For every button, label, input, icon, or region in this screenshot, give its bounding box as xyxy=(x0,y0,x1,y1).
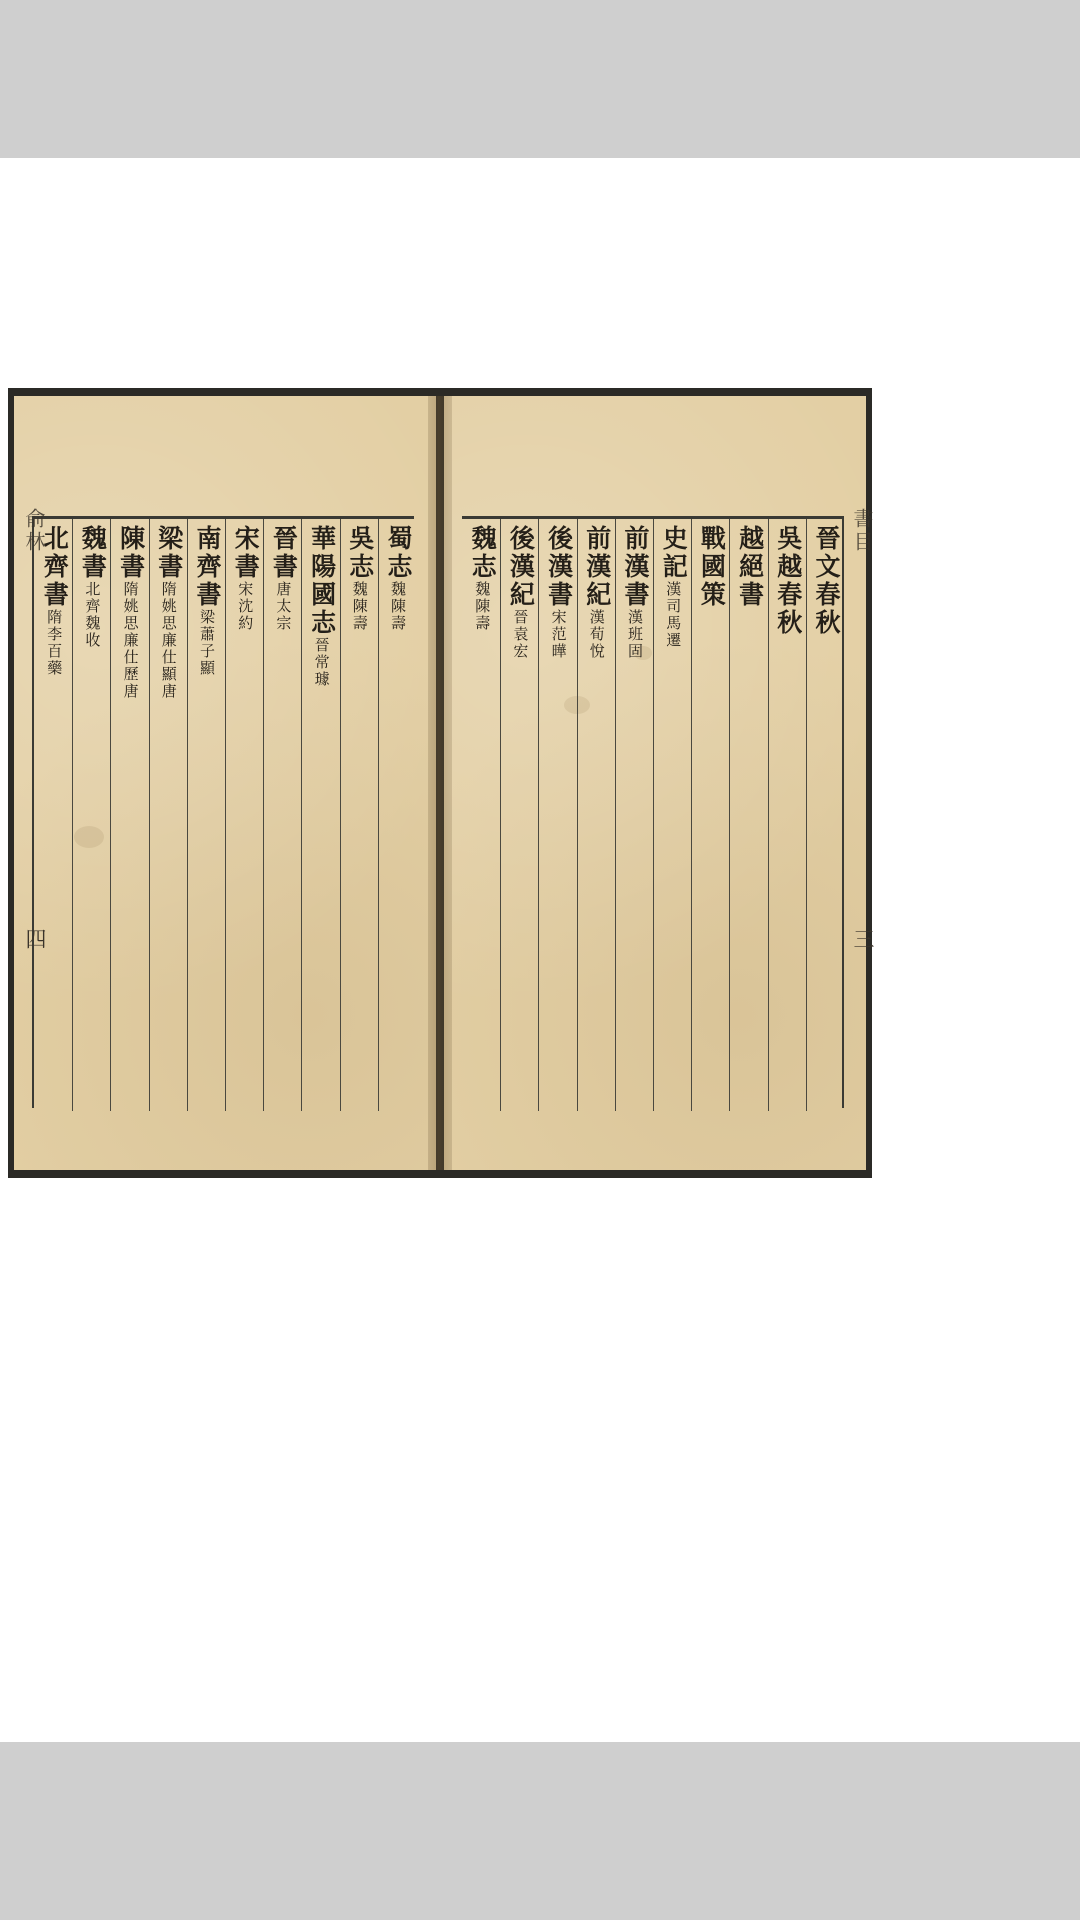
entry-column xyxy=(340,519,378,1111)
marginal-note-left: 俞林 xyxy=(22,508,46,554)
entry-column xyxy=(653,519,691,1111)
book-gutter xyxy=(428,396,452,1170)
entry-title: 前漢紀 xyxy=(582,525,612,609)
entry-author: 北齊魏收 xyxy=(83,581,102,649)
entry-title: 晉文春秋 xyxy=(811,525,841,637)
entry-column xyxy=(500,519,538,1111)
entry-author: 漢司馬遷 xyxy=(664,581,683,649)
entry-author: 魏陳壽 xyxy=(388,581,407,632)
entry-column xyxy=(149,519,187,1111)
entry-title: 後漢書 xyxy=(544,525,574,609)
entry-column xyxy=(462,519,500,1111)
entry-column xyxy=(615,519,653,1111)
entry-author: 魏陳壽 xyxy=(350,581,369,632)
entry-title: 魏書 xyxy=(78,525,108,581)
entry-column xyxy=(187,519,225,1111)
entry-title: 吳志 xyxy=(345,525,375,581)
entry-author: 魏陳壽 xyxy=(473,581,492,632)
entry-column xyxy=(378,519,416,1111)
bottom-letterbox-band xyxy=(0,1742,1080,1920)
entry-title: 戰國策 xyxy=(697,525,727,609)
entry-title: 南齊書 xyxy=(192,525,222,609)
entry-title: 越絕書 xyxy=(735,525,765,609)
entry-author: 梁蕭子顯 xyxy=(197,609,216,677)
entry-column xyxy=(110,519,148,1111)
entry-author: 漢荀悅 xyxy=(587,609,606,660)
entry-title: 北齊書 xyxy=(40,525,70,609)
entry-author: 宋沈約 xyxy=(236,581,255,632)
entry-title: 陳書 xyxy=(116,525,146,581)
entry-title: 前漢書 xyxy=(620,525,650,609)
top-letterbox-band xyxy=(0,0,1080,158)
entry-title: 吳越春秋 xyxy=(773,525,803,637)
entry-author: 漢班固 xyxy=(625,609,644,660)
entry-title: 梁書 xyxy=(154,525,184,581)
entry-column xyxy=(691,519,729,1111)
entry-author: 晉常璩 xyxy=(312,637,331,688)
book-spread-image xyxy=(8,388,875,1178)
entry-column xyxy=(577,519,615,1111)
entry-column xyxy=(729,519,767,1111)
entry-author: 晉袁宏 xyxy=(511,609,530,660)
entry-column xyxy=(538,519,576,1111)
entry-column xyxy=(768,519,806,1111)
entry-title: 晉書 xyxy=(269,525,299,581)
entry-author: 隋李百藥 xyxy=(45,609,64,677)
entry-column xyxy=(72,519,110,1111)
entry-title: 宋書 xyxy=(231,525,261,581)
entry-column xyxy=(301,519,339,1111)
entry-author: 唐太宗 xyxy=(274,581,293,632)
text-frame-right xyxy=(462,516,844,1108)
header-right: 書目 xyxy=(850,508,874,554)
entry-author: 宋范曄 xyxy=(549,609,568,660)
text-frame-left xyxy=(32,516,414,1108)
entry-title: 魏志 xyxy=(468,525,498,581)
entry-title: 史記 xyxy=(659,525,689,581)
folio-number-left: 四 xyxy=(23,928,47,951)
entry-column xyxy=(34,519,72,1111)
entry-author: 隋姚思廉仕歷唐 xyxy=(121,581,140,700)
entry-title: 華陽國志 xyxy=(307,525,337,637)
entry-author: 隋姚思廉仕顯唐 xyxy=(159,581,178,700)
folio-number-right: 三 xyxy=(851,928,875,951)
entry-column xyxy=(806,519,844,1111)
entry-title: 後漢紀 xyxy=(506,525,536,609)
entry-title: 蜀志 xyxy=(383,525,413,581)
entry-column xyxy=(225,519,263,1111)
entry-column xyxy=(263,519,301,1111)
